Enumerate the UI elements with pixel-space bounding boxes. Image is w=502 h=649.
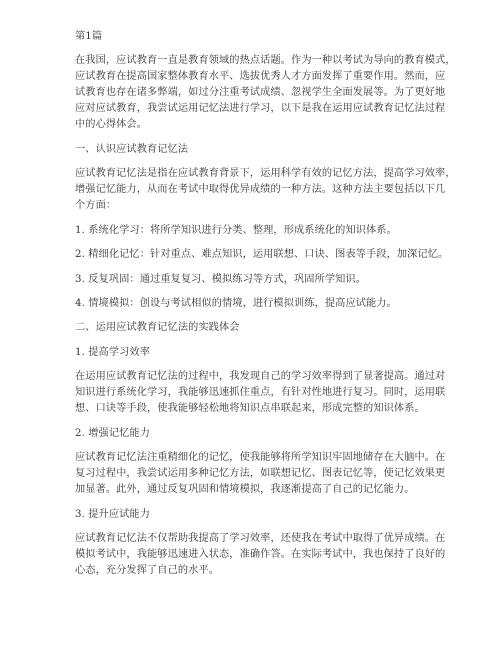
sub3-line: 模拟考试中，我能够迅速进入状态，准确作答。在实际考试中，我也保持了良好的 [75, 549, 446, 560]
intro-line: 应对应试教育，我尝试运用记忆法进行学习，以下是我在运用应试教育记忆法过程 [75, 103, 446, 114]
section1-line: 个方面： [75, 200, 117, 211]
sub1-line: 想、口诀等手段，使我能够轻松地将知识点串联起来，形成完整的知识体系。 [75, 403, 425, 414]
list-item: 2. 精细化记忆：针对重点、难点知识，运用联想、口诀、图表等手段，加深记忆。 [75, 249, 449, 260]
sub1-line: 在运用应试教育记忆法的过程中，我发现自己的学习效率得到了显著提高。通过对 [75, 371, 446, 382]
sub2-line: 应试教育记忆法注重精细化的记忆，使我能够将所学知识牢固地储存在大脑中。在 [75, 452, 446, 463]
subsection-title: 1. 提高学习效率 [75, 347, 150, 358]
list-item: 4. 情境模拟：创设与考试相似的情境，进行模拟训练，提高应试能力。 [75, 298, 397, 309]
section-title: 一、认识应试教育记忆法 [75, 144, 189, 155]
section-title: 二、运用应试教育记忆法的实践体会 [75, 322, 240, 333]
sub2-line: 加显著。此外，通过反复巩固和情境模拟，我逐渐提高了自己的记忆能力。 [75, 484, 415, 495]
intro-line: 试教育也存在诸多弊端，如过分注重考试成绩、忽视学生全面发展等。为了更好地 [75, 87, 446, 98]
section1-line: 应试教育记忆法是指在应试教育背景下，运用科学有效的记忆方法，提高学习效率， [75, 168, 456, 179]
subsection-title: 3. 提升应试能力 [75, 509, 150, 520]
intro-line: 应试教育在提高国家整体教育水平、选拔优秀人才方面发挥了重要作用。然而，应 [75, 71, 446, 82]
list-item: 1. 系统化学习：将所学知识进行分类、整理，形成系统化的知识体系。 [75, 225, 397, 236]
sub1-line: 知识进行系统化学习，我能够迅速抓住重点，有针对性地进行复习。同时，运用联 [75, 387, 446, 398]
list-item: 3. 反复巩固：通过重复复习、模拟练习等方式，巩固所学知识。 [75, 274, 367, 285]
intro-line: 在我国，应试教育一直是教育领域的热点话题。作为一种以考试为导向的教育模式， [75, 55, 456, 66]
intro-line: 中的心得体会。 [75, 119, 148, 130]
sub3-line: 心态，充分发挥了自己的水平。 [75, 565, 220, 576]
subsection-title: 2. 增强记忆能力 [75, 428, 150, 439]
doc-heading: 第1篇 [75, 31, 103, 42]
sub2-line: 复习过程中，我尝试运用多种记忆方法，如联想记忆、图表记忆等，使记忆效果更 [75, 468, 446, 479]
section1-line: 增强记忆能力，从而在考试中取得优异成绩的一种方法。这种方法主要包括以下几 [75, 184, 446, 195]
sub3-line: 应试教育记忆法不仅帮助我提高了学习效率，还使我在考试中取得了优异成绩。在 [75, 533, 446, 544]
